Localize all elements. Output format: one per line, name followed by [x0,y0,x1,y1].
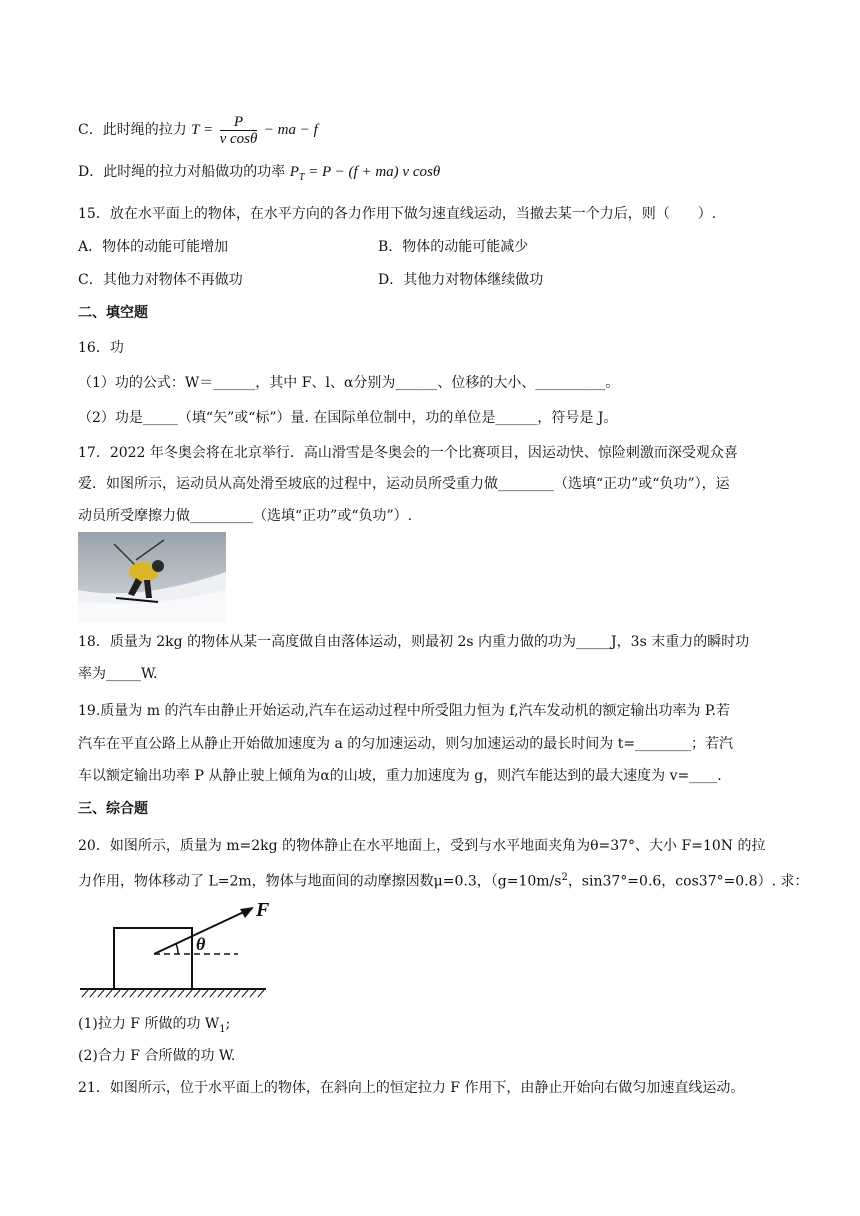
q14-option-c [78,112,318,148]
q16-part-2: （2）功是_____（填“矢”或“标”）量. 在国际单位制中，功的单位是______，符号是 J。 [78,410,618,426]
q15-option-c: C．其他力对物体不再做功 [78,272,243,288]
q14-option-d-formula: $P_T = P - (f + ma)$ v cosθ [289,164,441,183]
q14-option-c-tail: − ma − f [263,122,318,138]
section-heading-comprehensive: 三、综合题 [78,801,148,817]
q19-line-3: 车以额定输出功率 P 从静止驶上倾角为α的山坡，重力加速度为 g，则汽车能达到的最大速度为 v=____. [78,768,722,784]
q15-stem: 15．放在水平面上的物体，在水平方向的各力作用下做匀速直线运动，当撤去某一个力后，则（ ）. [78,206,717,222]
q14-option-c-numerator: P [220,114,258,131]
q16-part-1: （1）功的公式：W＝______，其中 F、l、α分别为______、位移的大小、__________。 [78,375,620,391]
q16-stem: 16．功 [78,340,124,356]
angle-label: θ [196,934,206,954]
section-heading-fill-in: 二、填空题 [78,305,148,321]
q14-option-c-text: C．此时绳的拉力 [78,122,187,138]
q17-line-3: 动员所受摩擦力做_________（选填“正功”或“负功”）. [78,508,413,524]
q19-line-1: 19.质量为 m 的汽车由静止开始运动,汽车在运动过程中所受阻力恒为 f,汽车发动机的额定输出功率为 P.若 [78,703,730,719]
q17-line-2: 爱．如图所示，运动员从高处滑至坡底的过程中，运动员所受重力做________（选填“正功”或“负功”），运 [78,476,730,492]
q20-sub-1: (1)拉力 F 所做的功 $W_1$; [78,1016,231,1035]
q15-option-a: A．物体的动能可能增加 [78,239,229,255]
q21-line-1: 21．如图所示，位于水平面上的物体，在斜向上的恒定拉力 F 作用下，由静止开始向右做匀加速直线运动。 [78,1080,745,1096]
q14-option-c-denominator: v cosθ [219,130,258,147]
q20-line-2: 力作用，物体移动了 L=2m，物体与地面间的动摩擦因数μ=0.3，（$g=10m/s^2$，sin37°=0.6，cos37°=0.8）. 求： [78,872,809,890]
force-diagram [78,896,268,1006]
force-label: F [256,899,270,921]
q14-option-c-fraction [220,114,258,147]
q14-option-d-text: D．此时绳的拉力对船做功的功率 [78,164,286,180]
q20-sub-2: (2)合力 F 合所做的功 W. [78,1048,236,1064]
q15-option-d: D．其他力对物体继续做功 [378,272,544,288]
q18-line-1: 18．质量为 2kg 的物体从某一高度做自由落体运动，则最初 2s 内重力做的功为_____J，3s 末重力的瞬时功 [78,634,750,650]
q17-line-1: 17．2022 年冬奥会将在北京举行．高山滑雪是冬奥会的一个比赛项目，因运动快、惊险刺激而深受观众喜 [78,445,738,461]
q15-option-b: B．物体的动能可能减少 [378,239,529,255]
q18-line-2: 率为_____W. [78,666,158,682]
q20-line-1: 20．如图所示，质量为 m=2kg 的物体静止在水平地面上，受到与水平地面夹角为θ=37°、大小 F=10N 的拉 [78,838,766,854]
q14-option-d [78,162,440,188]
q14-option-c-lhs: T = [191,122,214,138]
q19-line-2: 汽车在平直公路上从静止开始做加速度为 a 的匀加速运动，则匀加速运动的最长时间为 t=________；若汽 [78,736,734,752]
skier-photo [78,532,226,622]
